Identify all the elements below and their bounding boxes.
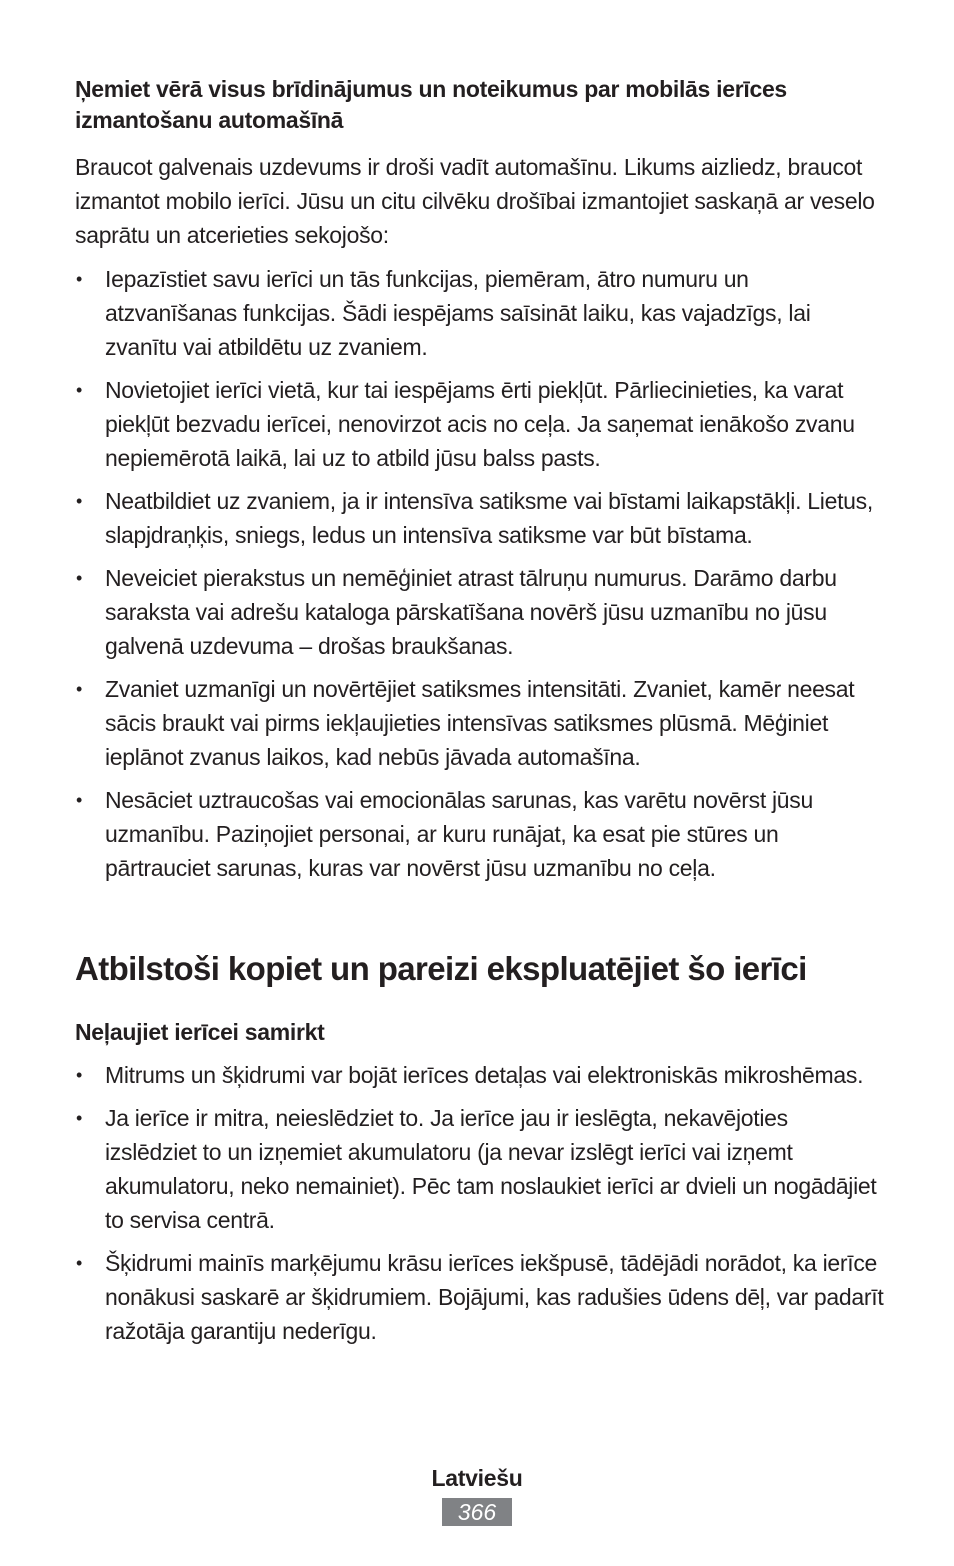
bullet-icon: •: [76, 790, 83, 810]
bullet-icon: •: [76, 491, 83, 511]
footer-language: Latviešu: [431, 1465, 523, 1491]
bullet-icon: •: [76, 380, 83, 400]
list-item: [75, 484, 885, 552]
list-item-text: Zvaniet uzmanīgi un novērtējiet satiksmes intensitāti. Zvaniet, kamēr neesat sācis braukt vai pirms iekļaujieties intensīvas satiksmes plūsmā. Mēģiniet ieplānot zvanus laikos, kad nebūs jāvada automašīna.: [105, 676, 855, 770]
list-item: [75, 672, 885, 774]
list-item: [75, 783, 885, 885]
list-item: [75, 262, 885, 364]
intro-paragraph: Braucot galvenais uzdevums ir droši vadīt automašīnu. Likums aizliedz, braucot izmantot mobilo ierīci. Jūsu un citu cilvēku drošībai izmantojiet saskaņā ar veselo saprātu un atcerieties sekojošo:: [75, 154, 875, 248]
list-item: [75, 1058, 885, 1092]
device-care-list: [75, 1058, 885, 1348]
bullet-icon: •: [76, 1253, 83, 1273]
list-item: [75, 1101, 885, 1237]
page-content: [75, 74, 885, 1357]
bullet-icon: •: [76, 1065, 83, 1085]
section-heading-car-safety: Ņemiet vērā visus brīdinājumus un noteikumus par mobilās ierīces izmantošanu automašīnā: [75, 76, 787, 133]
bullet-icon: •: [76, 679, 83, 699]
list-item-text: Neatbildiet uz zvaniem, ja ir intensīva satiksme vai bīstami laikapstākļi. Lietus, slapjdraņķis, sniegs, ledus un intensīva satiksme var būt bīstama.: [105, 488, 873, 548]
bullet-icon: •: [76, 568, 83, 588]
list-item-text: Neveiciet pierakstus un nemēģiniet atrast tālruņu numurus. Darāmo darbu saraksta vai adrešu kataloga pārskatīšana novērš jūsu uzmanību no jūsu galvenā uzdevuma – drošas braukšanas.: [105, 565, 837, 659]
list-item: [75, 561, 885, 663]
bullet-icon: •: [76, 269, 83, 289]
list-item-text: Novietojiet ierīci vietā, kur tai iespējams ērti piekļūt. Pārliecinieties, ka varat piekļūt bezvadu ierīcei, nenovirzot acis no ceļa. Ja saņemat ienākošo zvanu nepiemērotā laikā, lai uz to atbild jūsu balss pasts.: [105, 377, 855, 471]
section-title-device-care: Atbilstoši kopiet un pareizi ekspluatējiet šo ierīci: [75, 950, 807, 987]
subheading-keep-dry: Neļaujiet ierīcei samirkt: [75, 1019, 325, 1045]
car-safety-list: [75, 262, 885, 885]
list-item: [75, 1246, 885, 1348]
list-item: [75, 373, 885, 475]
bullet-icon: •: [76, 1108, 83, 1128]
page-number: 366: [442, 1498, 512, 1526]
list-item-text: Iepazīstiet savu ierīci un tās funkcijas, piemēram, ātro numuru un atzvanīšanas funkcijas. Šādi iespējams saīsināt laiku, kas vajadzīgs, lai zvanītu vai atbildētu uz zvaniem.: [105, 266, 811, 360]
list-item-text: Šķidrumi mainīs marķējumu krāsu ierīces iekšpusē, tādējādi norādot, ka ierīce nonākusi saskarē ar šķidrumiem. Bojājumi, kas radušies ūdens dēļ, var padarīt ražotāja garantiju nederīgu.: [105, 1250, 884, 1344]
list-item-text: Mitrums un šķidrumi var bojāt ierīces detaļas vai elektroniskās mikroshēmas.: [105, 1062, 864, 1088]
page-footer: [0, 1462, 954, 1526]
list-item-text: Ja ierīce ir mitra, neieslēdziet to. Ja ierīce jau ir ieslēgta, nekavējoties izslēdziet to un izņemiet akumulatoru (ja nevar izslēgt ierīci vai izņemt akumulatoru, neko nemainiet). Pēc tam noslaukiet ierīci ar dvieli un nogādājiet to servisa centrā.: [105, 1105, 877, 1233]
list-item-text: Nesāciet uztraucošas vai emocionālas sarunas, kas varētu novērst jūsu uzmanību. Paziņojiet personai, ar kuru runājat, ka esat pie stūres un pārtrauciet sarunas, kuras var novērst jūsu uzmanību no ceļa.: [105, 787, 813, 881]
